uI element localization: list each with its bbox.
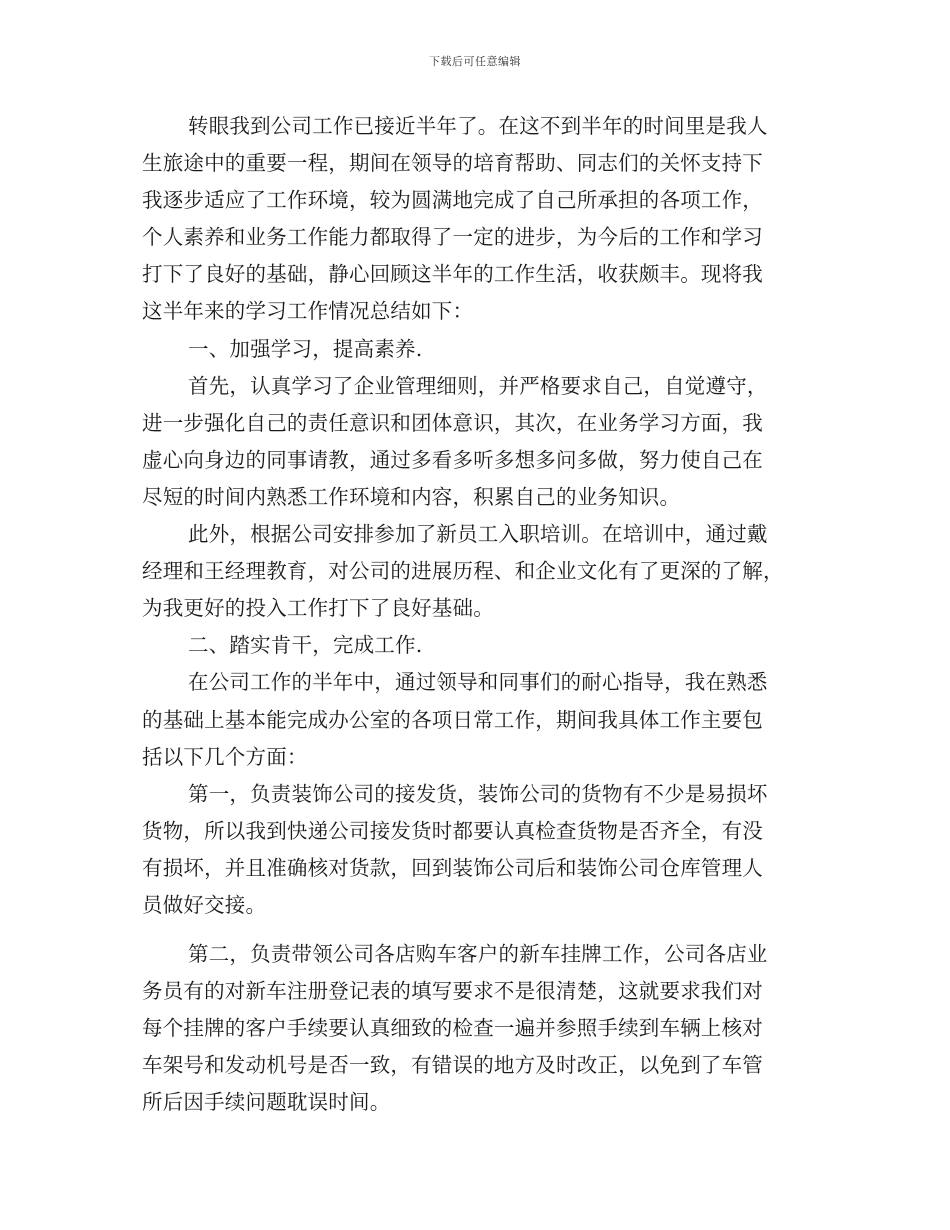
text-line: 第一，负责装饰公司的接发货，装饰公司的货物有不少是易损坏 [188, 781, 768, 806]
text-line: 第二，负责带领公司各店购车客户的新车挂牌工作，公司各店业 [188, 942, 768, 967]
text-line: 员做好交接。 [142, 892, 267, 917]
text-line: 经理和王经理教育，对公司的进展历程、和企业文化有了更深的了解， [142, 559, 784, 584]
text-line: 首先，认真学习了企业管理细则，并严格要求自己，自觉遵守， [188, 373, 768, 398]
text-line: 务员有的对新车注册登记表的填写要求不是很清楚，这就要求我们对 [142, 979, 763, 1004]
document-body [142, 108, 806, 1122]
text-line: 有损坏，并且准确核对货款，回到装饰公司后和装饰公司仓库管理人 [142, 855, 763, 880]
text-line: 为我更好的投入工作打下了良好基础。 [142, 596, 494, 621]
text-line: 转眼我到公司工作已接近半年了。在这不到半年的时间里是我人 [188, 114, 768, 138]
text-line: 这半年来的学习工作情况总结如下： [142, 299, 474, 324]
section-heading: 二、踏实肯干，完成工作. [188, 633, 423, 658]
text-line: 车架号和发动机号是否一致，有错误的地方及时改正，以免到了车管 [142, 1053, 763, 1078]
text-line: 生旅途中的重要一程，期间在领导的培育帮助、同志们的关怀支持下 [142, 151, 763, 176]
section-heading: 一、加强学习，提高素养. [188, 336, 423, 361]
text-line: 打下了良好的基础，静心回顾这半年的工作生活，收获颇丰。现将我 [142, 262, 763, 287]
text-line: 我逐步适应了工作环境，较为圆满地完成了自己所承担的各项工作， [142, 188, 763, 213]
text-line: 每个挂牌的客户手续要认真细致的检查一遍并参照手续到车辆上核对 [142, 1016, 763, 1041]
text-line: 在公司工作的半年中，通过领导和同事们的耐心指导，我在熟悉 [188, 670, 768, 695]
text-line: 的基础上基本能完成办公室的各项日常工作，期间我具体工作主要包 [142, 707, 763, 732]
text-line: 尽短的时间内熟悉工作环境和内容，积累自己的业务知识。 [142, 484, 681, 509]
text-line: 个人素养和业务工作能力都取得了一定的进步，为今后的工作和学习 [142, 225, 763, 250]
text-line: 货物，所以我到快递公司接发货时都要认真检查货物是否齐全，有没 [142, 818, 763, 843]
text-line: 虚心向身边的同事请教，通过多看多听多想多问多做，努力使自己在 [142, 447, 763, 472]
text-line: 此外，根据公司安排参加了新员工入职培训。在培训中，通过戴 [188, 522, 768, 547]
page-header: 下载后可任意编辑 [429, 55, 521, 68]
paragraph-gap [142, 924, 806, 936]
text-line: 进一步强化自己的责任意识和团体意识，其次，在业务学习方面，我 [142, 410, 763, 435]
text-line: 所后因手续问题耽误时间。 [142, 1090, 391, 1115]
text-line: 括以下几个方面： [142, 744, 308, 769]
